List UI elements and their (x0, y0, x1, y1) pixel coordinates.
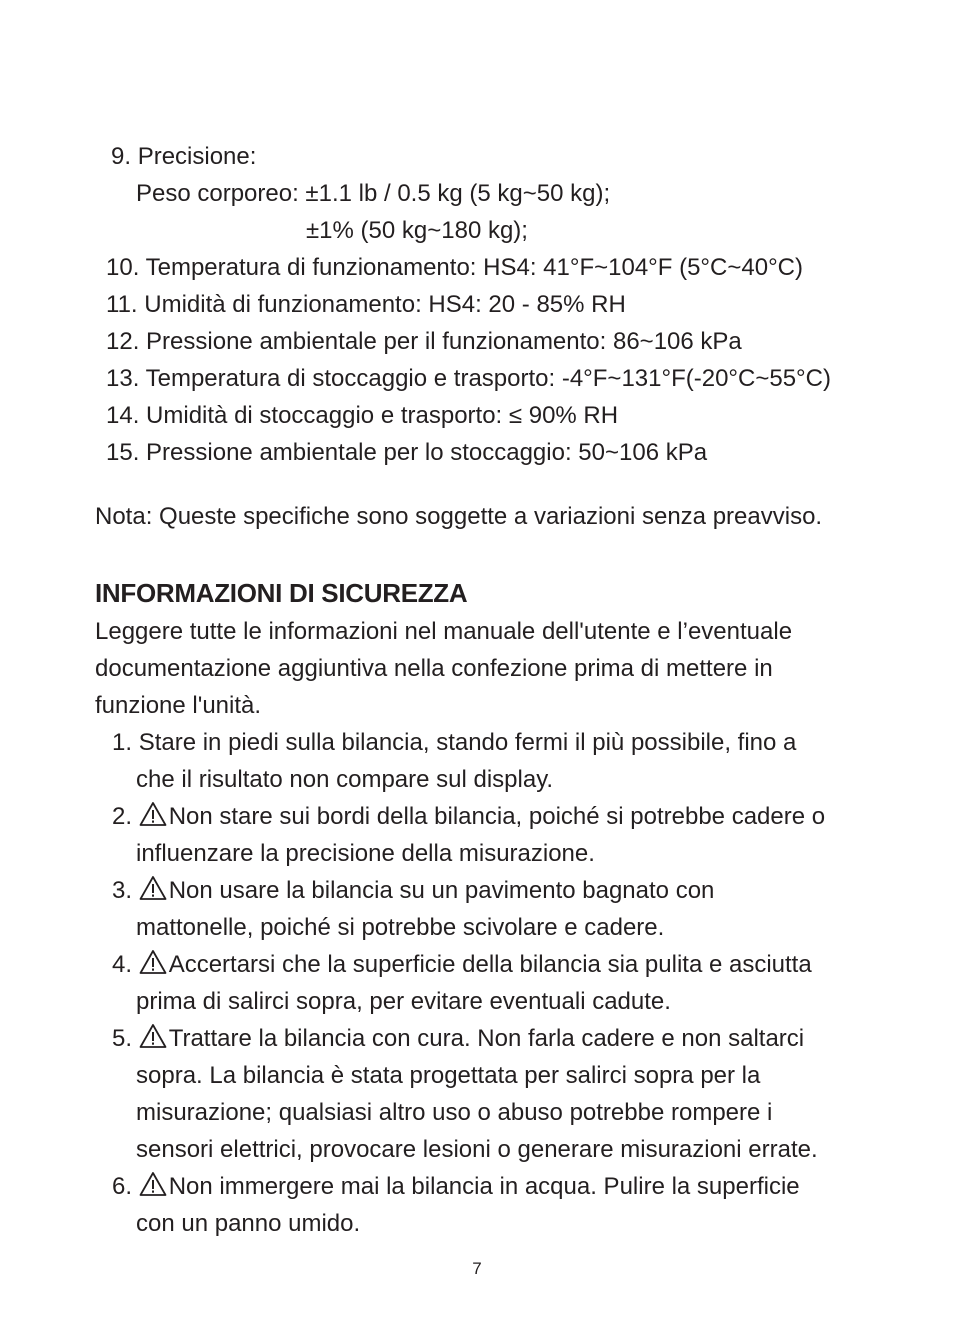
safety-heading: INFORMAZIONI DI SICUREZZA (95, 578, 468, 608)
safety-item-2: 2. Non stare sui bordi della bilancia, poiché si potrebbe cadere o (112, 803, 826, 830)
spec-item-14: 14. Umidità di stoccaggio e trasporto: ≤ 90% RH (106, 402, 619, 429)
spec-item-9: 9. Precisione: (111, 143, 257, 170)
safety-intro-line: funzione l'unità. (95, 692, 262, 719)
safety-item-4: 4. Accertarsi che la superficie della bilancia sia pulita e asciutta (112, 951, 812, 978)
warning-triangle-icon (139, 875, 167, 901)
spec-item-15: 15. Pressione ambientale per lo stoccaggio: 50~106 kPa (106, 439, 708, 466)
spec-item-9-percent: ±1% (50 kg~180 kg); (306, 217, 528, 244)
spec-item-9-body-weight: Peso corporeo: ±1.1 lb / 0.5 kg (5 kg~50 kg); (136, 180, 611, 207)
safety-item-1-cont: che il risultato non compare sul display. (136, 766, 554, 793)
safety-item-5: 5. Trattare la bilancia con cura. Non farla cadere e non saltarci (112, 1025, 805, 1052)
safety-item-3-cont: mattonelle, poiché si potrebbe scivolare e cadere. (136, 914, 665, 941)
spec-item-13: 13. Temperatura di stoccaggio e trasporto: -4°F~131°F(-20°C~55°C) (106, 365, 831, 392)
warning-triangle-icon (139, 949, 167, 975)
warning-triangle-icon (139, 1023, 167, 1049)
spec-item-12: 12. Pressione ambientale per il funzionamento: 86~106 kPa (106, 328, 742, 355)
safety-item-5-cont: sensori elettrici, provocare lesioni o generare misurazioni errate. (136, 1136, 818, 1163)
spec-item-10: 10. Temperatura di funzionamento: HS4: 41°F~104°F (5°C~40°C) (106, 254, 803, 281)
safety-item-3: 3. Non usare la bilancia su un pavimento bagnato con (112, 877, 715, 904)
warning-triangle-icon (139, 1171, 167, 1197)
safety-item-4-cont: prima di salirci sopra, per evitare eventuali cadute. (136, 988, 671, 1015)
safety-item-2-cont: influenzare la precisione della misurazione. (136, 840, 595, 867)
safety-item-6: 6. Non immergere mai la bilancia in acqua. Pulire la superficie (112, 1173, 800, 1200)
safety-intro-line: documentazione aggiuntiva nella confezione prima di mettere in (95, 655, 773, 682)
safety-item-1: 1. Stare in piedi sulla bilancia, stando fermi il più possibile, fino a (112, 729, 797, 756)
safety-item-6-cont: con un panno umido. (136, 1210, 361, 1237)
safety-intro-line: Leggere tutte le informazioni nel manuale dell'utente e l’eventuale (95, 618, 793, 645)
safety-item-5-cont: misurazione; qualsiasi altro uso o abuso potrebbe rompere i (136, 1099, 773, 1126)
safety-item-5-cont: sopra. La bilancia è stata progettata per salirci sopra per la (136, 1062, 761, 1089)
page-number: 7 (472, 1259, 482, 1278)
specifications-note: Nota: Queste specifiche sono soggette a variazioni senza preavviso. (95, 503, 823, 530)
spec-item-11: 11. Umidità di funzionamento: HS4: 20 - 85% RH (106, 291, 626, 318)
warning-triangle-icon (139, 801, 167, 827)
